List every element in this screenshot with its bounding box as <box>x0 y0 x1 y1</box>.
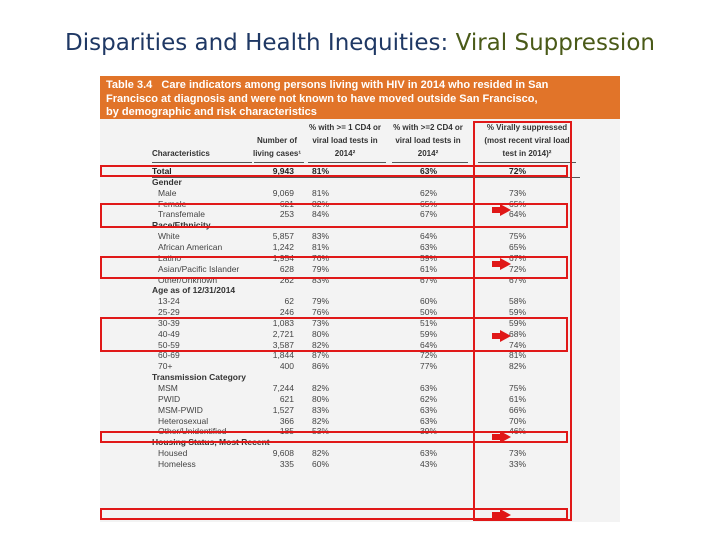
row-count: 366 <box>279 415 294 426</box>
row-label: Total <box>152 166 172 176</box>
row-count: 1,954 <box>272 252 294 263</box>
row-pct-cd4-1: 79% <box>312 296 330 307</box>
row-count: 9,943 <box>272 166 294 176</box>
row-label: Female <box>158 198 187 209</box>
row-pct-suppressed: 81% <box>509 350 527 361</box>
row-pct-suppressed: 59% <box>509 317 527 328</box>
row-count: 2,721 <box>272 328 294 339</box>
row-label: 70+ <box>158 361 173 372</box>
slide-title-sub: Viral Suppression <box>455 30 655 56</box>
row-pct-cd4-1: 53% <box>312 426 330 437</box>
row-label: 50-59 <box>158 339 180 350</box>
row-label: Other/Unidentified <box>158 426 227 437</box>
row-count: 9,069 <box>272 187 294 198</box>
row-label: Latino <box>158 252 182 263</box>
row-pct-suppressed: 61% <box>509 393 527 404</box>
row-count: 253 <box>279 209 294 220</box>
row-label: MSM-PWID <box>158 404 203 415</box>
row-pct-suppressed: 74% <box>509 339 527 350</box>
row-pct-cd4-1: 83% <box>312 274 330 285</box>
row-label: Transfemale <box>158 209 205 220</box>
arrow-icon <box>500 431 511 443</box>
row-pct-cd4-2: 72% <box>420 350 438 361</box>
row-pct-cd4-2: 39% <box>420 426 438 437</box>
row-count: 3,587 <box>272 339 294 350</box>
row-label: African American <box>158 241 223 252</box>
row-count: 1,083 <box>272 317 294 328</box>
row-pct-cd4-2: 61% <box>420 263 438 274</box>
row-pct-suppressed: 33% <box>509 458 527 469</box>
row-label: Other/Unknown <box>158 274 218 285</box>
row-count: 621 <box>279 198 294 209</box>
row-label: MSM <box>158 383 178 393</box>
row-label: Age as of 12/31/2014 <box>152 285 236 296</box>
col-header-number: Number of living cases¹ <box>252 136 302 158</box>
row-pct-cd4-2: 59% <box>420 252 438 263</box>
row-count: 62 <box>284 296 294 307</box>
row-pct-cd4-2: 63% <box>420 448 438 459</box>
row-pct-suppressed: 64% <box>509 209 527 220</box>
divider <box>392 162 468 163</box>
row-pct-suppressed: 75% <box>509 231 527 242</box>
col-header-characteristics: Characteristics <box>152 149 210 158</box>
row-count: 1,844 <box>272 350 294 361</box>
row-label: 25-29 <box>158 307 180 318</box>
row-count: 262 <box>279 274 294 285</box>
row-pct-cd4-1: 80% <box>312 393 330 404</box>
col-header-viral-suppressed: % Virally suppressed (most recent viral load test in 2014)² <box>484 123 570 158</box>
arrow-icon <box>500 509 511 521</box>
row-pct-cd4-2: 77% <box>420 361 438 372</box>
row-pct-cd4-1: 87% <box>312 350 330 361</box>
row-pct-cd4-1: 82% <box>312 339 330 350</box>
row-label: 60-69 <box>158 350 180 361</box>
row-label: White <box>158 231 180 242</box>
row-count: 185 <box>279 426 294 437</box>
row-count: 1,242 <box>272 241 294 252</box>
row-count: 628 <box>279 263 294 274</box>
highlight-race-rows <box>100 256 568 279</box>
row-pct-suppressed: 46% <box>509 426 527 437</box>
row-label: Housed <box>158 448 188 459</box>
row-pct-cd4-2: 64% <box>420 339 438 350</box>
table-caption: Table 3.4 Care indicators among persons living with HIV in 2014 who resided in San Francisco at diagnosis and were not known to have moved outside San Francisco, by demographic and risk characteristics <box>106 79 549 118</box>
row-pct-cd4-1: 76% <box>312 307 330 318</box>
row-label: Male <box>158 187 177 198</box>
arrow-icon <box>500 204 511 216</box>
row-pct-cd4-1: 82% <box>312 415 330 426</box>
row-pct-cd4-2: 63% <box>420 404 438 415</box>
row-label: PWID <box>158 393 181 404</box>
row-pct-suppressed: 72% <box>509 263 527 274</box>
row-pct-suppressed: 73% <box>509 187 527 198</box>
row-label: 30-39 <box>158 317 180 328</box>
row-label: Transmission Category <box>152 372 247 383</box>
row-pct-suppressed: 66% <box>509 404 527 415</box>
row-pct-cd4-2: 63% <box>420 415 438 426</box>
row-label: Race/Ethnicity <box>152 220 211 231</box>
row-pct-cd4-2: 65% <box>420 198 438 209</box>
row-pct-suppressed: 75% <box>509 383 527 393</box>
row-pct-cd4-1: 84% <box>312 209 330 220</box>
row-count: 9,608 <box>272 448 294 459</box>
row-pct-suppressed: 59% <box>509 307 527 318</box>
row-pct-cd4-1: 81% <box>312 187 330 198</box>
slide-title-main: Disparities and Health Inequities: <box>65 30 449 56</box>
divider <box>254 162 304 163</box>
row-count: 621 <box>279 393 294 404</box>
row-pct-suppressed: 58% <box>509 296 527 307</box>
row-count: 400 <box>279 361 294 372</box>
row-pct-cd4-1: 86% <box>312 361 330 372</box>
divider <box>308 162 386 163</box>
row-label: Asian/Pacific Islander <box>158 263 240 274</box>
row-label: 40-49 <box>158 328 180 339</box>
row-pct-cd4-2: 63% <box>420 166 438 176</box>
row-label: 13-24 <box>158 296 180 307</box>
row-pct-cd4-2: 51% <box>420 317 438 328</box>
row-pct-cd4-2: 43% <box>420 458 438 469</box>
row-count: 5,857 <box>272 231 294 242</box>
row-pct-suppressed: 82% <box>509 361 527 372</box>
row-pct-cd4-2: 64% <box>420 231 438 242</box>
row-pct-cd4-1: 81% <box>312 166 330 176</box>
row-label: Gender <box>152 176 182 187</box>
highlight-total-row <box>100 165 568 177</box>
row-pct-cd4-2: 67% <box>420 209 438 220</box>
row-pct-cd4-1: 80% <box>312 328 330 339</box>
col-header-cd4-2: % with >=2 CD4 or viral load tests in 2014² <box>393 123 463 158</box>
row-pct-cd4-2: 62% <box>420 393 438 404</box>
row-pct-cd4-2: 50% <box>420 307 438 318</box>
row-pct-cd4-1: 83% <box>312 231 330 242</box>
row-pct-suppressed: 65% <box>509 241 527 252</box>
row-pct-suppressed: 73% <box>509 448 527 459</box>
row-pct-cd4-2: 63% <box>420 241 438 252</box>
row-pct-cd4-1: 76% <box>312 252 330 263</box>
row-pct-cd4-2: 63% <box>420 383 438 393</box>
arrow-icon <box>500 330 511 342</box>
arrow-icon <box>500 258 511 270</box>
row-count: 7,244 <box>272 383 294 393</box>
row-label: Heterosexual <box>158 415 209 426</box>
row-pct-cd4-1: 82% <box>312 198 330 209</box>
slide-title <box>0 30 720 56</box>
row-pct-cd4-2: 60% <box>420 296 438 307</box>
row-pct-cd4-1: 60% <box>312 458 330 469</box>
table-caption-bar <box>100 76 620 119</box>
row-pct-suppressed: 70% <box>509 415 527 426</box>
row-pct-suppressed: 67% <box>509 252 527 263</box>
row-pct-suppressed: 67% <box>509 274 527 285</box>
row-pct-suppressed: 68% <box>509 328 527 339</box>
row-pct-cd4-1: 83% <box>312 404 330 415</box>
col-header-cd4-1: % with >= 1 CD4 or viral load tests in 2014² <box>308 123 382 158</box>
row-pct-cd4-1: 73% <box>312 317 330 328</box>
row-pct-cd4-2: 67% <box>420 274 438 285</box>
row-pct-cd4-1: 81% <box>312 241 330 252</box>
row-pct-cd4-1: 79% <box>312 263 330 274</box>
row-count: 246 <box>279 307 294 318</box>
divider <box>152 162 252 163</box>
row-label: Housing Status, Most Recent <box>152 437 270 448</box>
row-pct-suppressed: 65% <box>509 198 527 209</box>
row-count: 335 <box>279 458 294 469</box>
row-pct-cd4-1: 82% <box>312 448 330 459</box>
row-pct-cd4-2: 62% <box>420 187 438 198</box>
row-pct-suppressed: 72% <box>509 166 527 176</box>
care-indicators-table <box>100 76 620 522</box>
row-pct-cd4-1: 82% <box>312 383 330 393</box>
row-count: 1,527 <box>272 404 294 415</box>
row-label: Homeless <box>158 458 196 469</box>
row-pct-cd4-2: 59% <box>420 328 438 339</box>
